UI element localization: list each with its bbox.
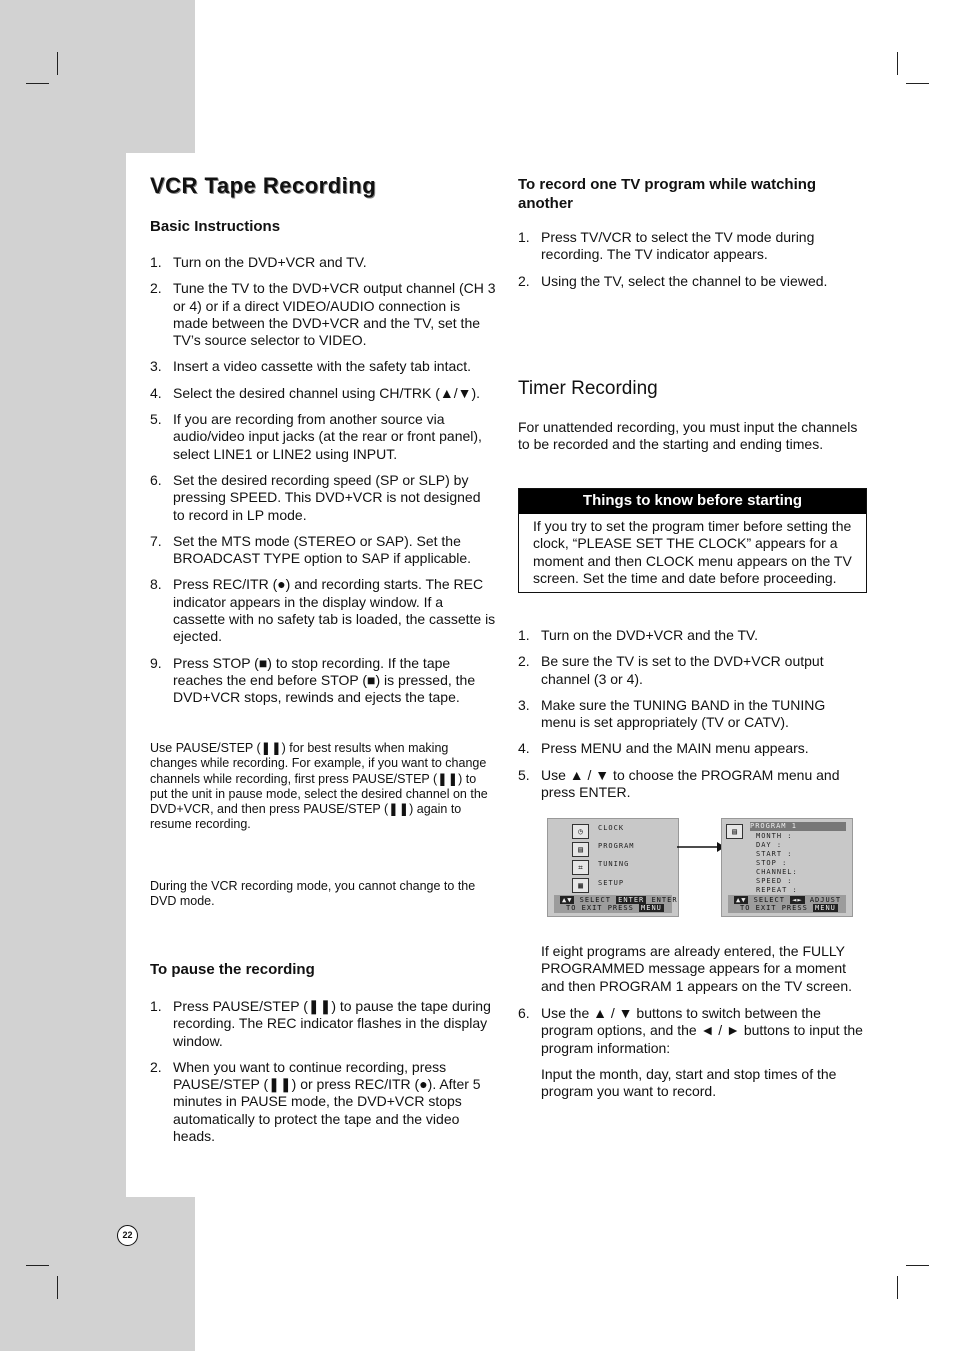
list-item: 9. Press STOP (■) to stop recording. If the tape reaches the end before STOP (■) is pressed, the DVD+VCR stops, rewinds and ejects the tape. <box>150 654 476 706</box>
list-item: 5. Use ▲ / ▼ to choose the PROGRAM menu and press ENTER. <box>518 766 840 801</box>
osd-footer-line1: ▲▼ SELECT ◄► ADJUST <box>736 896 842 904</box>
list-item: 4. Press MENU and the MAIN menu appears. <box>518 740 809 757</box>
timer-heading: Timer Recording <box>518 378 658 399</box>
basic-steps-list <box>150 254 496 716</box>
osd-item-setup: SETUP <box>598 879 625 887</box>
list-item: 2. Tune the TV to the DVD+VCR output channel (CH 3 or 4) or if a direct VIDEO/AUDIO connection is made between the DVD+VCR and the TV, set the TV’s source selector to VIDEO. <box>150 280 496 349</box>
osd-field-speed: SPEED : <box>756 877 793 885</box>
timer-steps-list <box>518 627 863 810</box>
osd-field-repeat: REPEAT : <box>756 886 798 894</box>
osd-field-start: START : <box>756 850 793 858</box>
osd-item-tuning: TUNING <box>598 860 630 868</box>
list-item: 1. Press TV/VCR to select the TV mode during recording. The TV indicator appears. <box>518 229 815 263</box>
pause-heading: To pause the recording <box>150 961 315 978</box>
crop-mark <box>57 52 58 75</box>
info-box <box>518 488 867 593</box>
osd-program-menu <box>721 818 853 917</box>
page-number: 22 <box>117 1225 138 1246</box>
crop-mark <box>26 83 49 84</box>
osd-footer <box>554 895 678 913</box>
arrow-icon <box>677 840 725 854</box>
osd-field-month: MONTH : <box>756 832 793 840</box>
margin-band-left <box>0 153 126 1198</box>
list-item: 6. Set the desired recording speed (SP or SLP) by pressing SPEED. This DVD+VCR is not designed to record in LP mode. <box>150 471 481 523</box>
program-icon: ▤ <box>726 824 743 839</box>
osd-item-clock: CLOCK <box>598 824 625 832</box>
osd-field-day: DAY : <box>756 841 783 849</box>
osd-footer <box>728 895 846 913</box>
list-item: 1. Press PAUSE/STEP (❚❚) to pause the tape during recording. The REC indicator flashes in the display window. <box>150 998 491 1049</box>
setup-icon: ▦ <box>572 878 589 893</box>
osd-field-stop: STOP : <box>756 859 788 867</box>
page-title: VCR Tape Recording <box>150 173 377 198</box>
list-item: 7. Set the MTS mode (STEREO or SAP). Set the BROADCAST TYPE option to SAP if applicable. <box>150 532 472 567</box>
program-icon: ▤ <box>572 842 589 857</box>
osd-footer-line2: TO EXIT PRESS MENU <box>740 904 836 912</box>
crop-mark <box>906 1265 929 1266</box>
list-item: 1. Turn on the DVD+VCR and TV. <box>150 254 367 270</box>
step-6: 6. Use the ▲ / ▼ buttons to switch between the program options, and the ◄ / ► buttons to input the program information: <box>518 1005 863 1056</box>
osd-main-menu <box>547 818 679 917</box>
watch-steps-list <box>518 229 863 299</box>
fully-programmed-note: If eight programs are already entered, the FULLY PROGRAMMED message appears for a moment and then PROGRAM 1 appears on the TV screen. <box>541 943 853 994</box>
watch-heading: To record one TV program while watching another <box>518 176 817 212</box>
crop-mark <box>26 1265 49 1266</box>
osd-program-header: PROGRAM 1 <box>750 822 846 831</box>
crop-mark <box>906 83 929 84</box>
osd-footer-line2: TO EXIT PRESS MENU <box>566 904 662 912</box>
timer-intro: For unattended recording, you must input the channels to be recorded and the starting and ending times. <box>518 419 858 453</box>
info-box-text: If you try to set the program timer before setting the clock, “PLEASE SET THE CLOCK” appears for a moment and then CLOCK menu appears on the TV screen. Set the time and date before proceeding. <box>533 518 852 586</box>
list-item: 1. Turn on the DVD+VCR and the TV. <box>518 627 758 643</box>
input-times-note: Input the month, day, start and stop times of the program you want to record. <box>541 1066 837 1100</box>
list-item: 3. Make sure the TUNING BAND in the TUNING menu is set appropriately (TV or CATV). <box>518 696 826 731</box>
crop-mark <box>897 52 898 75</box>
list-item: 2. Be sure the TV is set to the DVD+VCR output channel (3 or 4). <box>518 653 824 687</box>
basic-instructions-heading: Basic Instructions <box>150 218 281 235</box>
osd-item-program: PROGRAM <box>598 842 635 850</box>
clock-icon: ◷ <box>572 824 589 839</box>
dvd-mode-note: During the VCR recording mode, you cannot change to the DVD mode. <box>150 879 476 909</box>
crop-mark <box>897 1276 898 1299</box>
osd-field-channel: CHANNEL: <box>756 868 798 876</box>
osd-footer-line1: ▲▼ SELECT ENTER ENTER <box>562 896 678 904</box>
margin-band-bottom <box>0 1197 195 1351</box>
pause-steps-list <box>150 998 496 1154</box>
list-item: 2. Using the TV, select the channel to be viewed. <box>518 272 828 289</box>
margin-band-top <box>0 0 195 153</box>
list-item: 8. Press REC/ITR (●) and recording starts. The REC indicator appears in the display window. If a cassette with no safety tab is loaded, the cassette is ejected. <box>150 576 496 645</box>
pause-tip-note: Use PAUSE/STEP (❚❚) for best results when making changes while recording. For example, if you want to change channels while recording, first press PAUSE/STEP (❚❚) to put the unit in pause mode, select the desired channel on the DVD+VCR, and then press PAUSE/STEP (❚❚) again to resume recording. <box>150 741 488 832</box>
list-item: 4. Select the desired channel using CH/TRK (▲/▼). <box>150 384 481 401</box>
crop-mark <box>57 1276 58 1299</box>
list-item: 5. If you are recording from another source via audio/video input jacks (at the rear or front panel), select LINE1 or LINE2 using INPUT. <box>150 411 482 462</box>
info-box-title: Things to know before starting <box>519 489 866 514</box>
list-item: 3. Insert a video cassette with the safety tab intact. <box>150 358 472 375</box>
list-item: 2. When you want to continue recording, press PAUSE/STEP (❚❚) or press REC/ITR (●). After 5 minutes in PAUSE mode, the DVD+VCR stops automatically to protect the tape and the video heads. <box>150 1058 481 1145</box>
tuning-icon: ⌗ <box>572 860 589 875</box>
